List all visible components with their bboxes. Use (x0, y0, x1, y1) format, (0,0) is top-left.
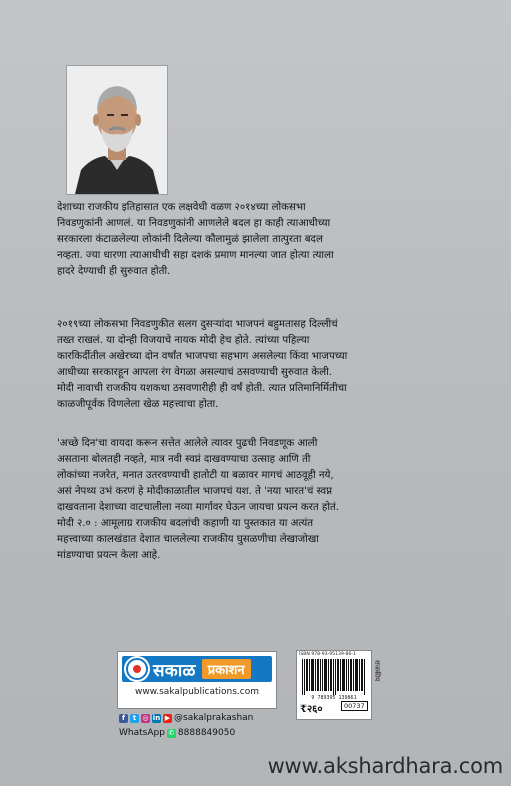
barcode-icon (302, 659, 366, 695)
twitter-icon[interactable]: t (130, 714, 139, 723)
isbn-digits: 9 789395 139861 (311, 695, 357, 701)
youtube-icon[interactable]: ▶ (164, 713, 171, 722)
blurb-paragraph-2: २०१९च्या लोकसभा निवडणुकीत सलग दुसऱ्यांदा भाजपनं बहुमतासह दिल्लीचं तख्त राखलं. या दोन्ही विजयाचे नायक मोदी हेच होते. त्यांच्या पहिल्या कारकिर्दीतील अखेरच्या दोन वर्षांत भाजपचा सहभाग असलेल्या किंवा भाजपच्या आधीच्या सरकारहून आपला रंग वेगळा असल्याचं ठसवण्याची सुरुवात केली. मोदी नावाची राजकीय यशकथा ठसवणारीही ही वर्षं होती. त्यात प्रतिमानिर्मितीचा काळजीपूर्वक विणलेला खेळ महत्त्वाचा होता. (57, 319, 348, 410)
category-label: राजकीय (373, 660, 381, 682)
linkedin-icon[interactable]: in (152, 713, 161, 722)
whatsapp-icon: ✆ (168, 728, 175, 737)
social-links (119, 713, 253, 723)
sakal-emblem-icon (126, 658, 148, 680)
product-code: 00737 (341, 701, 368, 711)
author-portrait-image (67, 66, 167, 194)
publisher-subname: प्रकाशन (202, 659, 251, 679)
publisher-website[interactable]: www.sakalpublications.com (135, 687, 259, 697)
price: ₹२६० (300, 704, 323, 715)
blurb-paragraph-1: देशाच्या राजकीय इतिहासात एक लक्षवेधी वळण २०१४च्या लोकसभा निवडणुकांनी आणलं. या निवडणुकांनी आणलेले बदल हा काही त्याआधीच्या सरकारला कंटाळलेल्या लोकांनी दिलेल्या कौलामुळं झालेला तात्पुरता बदल नव्हता. ज्या धारणा त्याआधीची सहा दशकं प्रमाण मानल्या जात होत्या त्याला हादरे देण्याची ही सुरुवात होती. (57, 202, 334, 277)
isbn-text: ISBN 978-93-95139-86-1 (299, 652, 356, 657)
publisher-logo (122, 656, 272, 682)
instagram-icon[interactable]: ◎ (142, 713, 149, 722)
author-photo (66, 65, 168, 195)
facebook-icon[interactable]: f (119, 714, 128, 723)
social-handle[interactable]: @sakalprakashan (174, 713, 254, 723)
website-watermark: www.akshardhara.com (267, 754, 503, 778)
whatsapp-label: WhatsApp (119, 728, 165, 738)
whatsapp-contact (119, 728, 235, 738)
publisher-block (117, 651, 277, 709)
whatsapp-number[interactable]: 8888849050 (177, 728, 236, 738)
blurb-paragraph-3: 'अच्छे दिन'चा वायदा करून सत्तेत आलेले त्यावर पुढची निवडणूक आली असताना बोलतही नव्हते, मात्र नवी स्वप्नं दाखवण्याचा उत्साह आणि ती लोकांच्या नजरेत, मनात उतरवण्याची हातोटी या बळावर मागचं आठवूही नये, असं नेपथ्य उभं करणं हे मोदीकाळातील भाजपचं यश. ते 'नया भारत'चं स्वप्न दाखवताना देशाच्या वाटचालीला नव्या मार्गावर घेऊन जायचा प्रयत्न करत होतं. मोदी २.० : आमूलाग्र राजकीय बदलांची कहाणी या पुस्तकात या अत्यंत महत्त्वाच्या कालखंडात देशात चाललेल्या राजकीय घुसळणीचा लेखाजोखा मांडण्याचा प्रयत्न केला आहे. (57, 438, 340, 561)
publisher-name: सकाळ (153, 660, 196, 681)
